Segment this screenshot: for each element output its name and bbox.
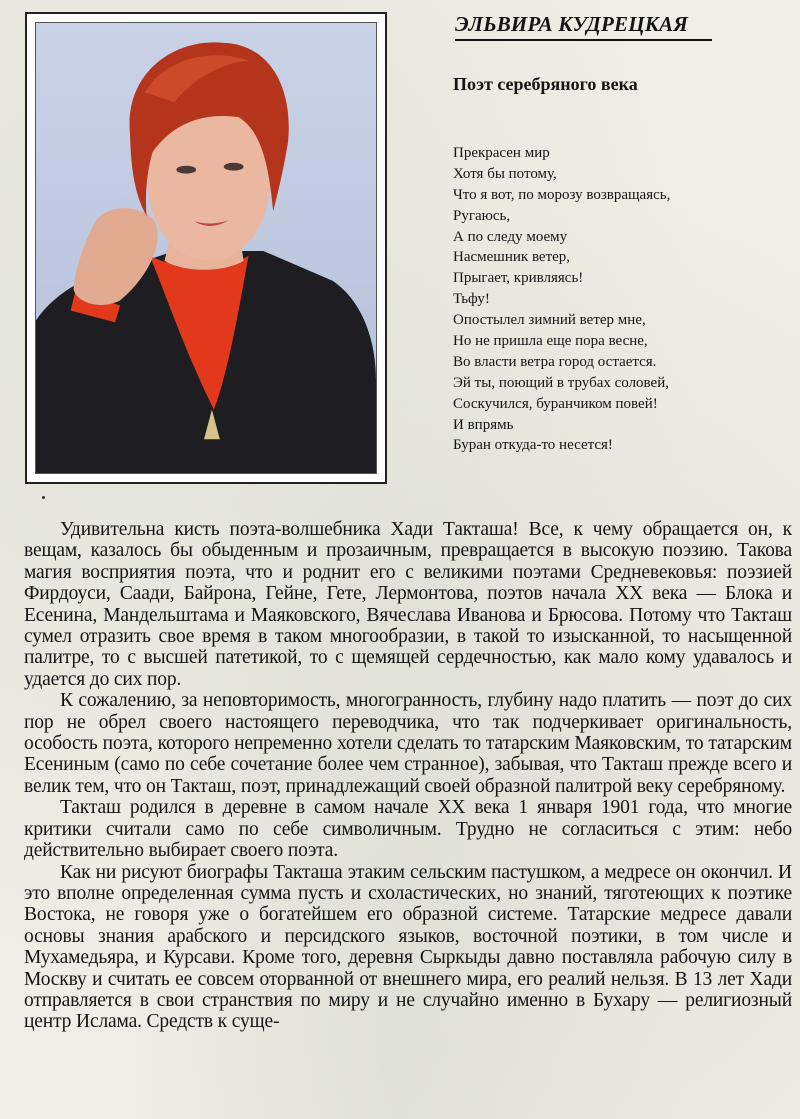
article-body xyxy=(24,519,792,1033)
poem-line: Эй ты, поющий в трубах соловей, xyxy=(453,374,669,391)
poem-line: Ругаюсь, xyxy=(453,207,511,224)
poem-line: Хотя бы потому, xyxy=(453,165,557,182)
poem-line: Прыгает, кривляясь! xyxy=(453,270,584,287)
poem-line: Насмешник ветер, xyxy=(453,249,571,266)
poem-line: Тьфу! xyxy=(453,291,490,308)
article-paragraph: Как ни рисуют биографы Такташа этаким сельским пастушком, а медресе он окончил. И это вполне определенная сумма пусть и схоластических, но знаний, тяготеющих к поэтике Востока, не говоря уже о богатейшем его образной системе. Татарские медресе давали основы знания арабского и персидского языков, восточной поэтики, в том числе и Мухамедьяра, и Курсави. Кроме того, деревня Сыркыды давно поставляла рабочую силу в Москву и считать ее совсем оторванной от внешнего мира, его реалий нельзя. В 13 лет Хади отправляется в свои странствия по миру и не случайно именно в Бухару — религиозный центр Ислама. Средств к суще- xyxy=(24,861,792,1033)
poem-line: Опостылел зимний ветер мне, xyxy=(453,312,646,329)
poem-line: Но не пришла еще пора весне, xyxy=(453,333,648,350)
print-dot xyxy=(42,496,45,499)
poem-line: Прекрасен мир xyxy=(453,145,550,161)
portrait-photo xyxy=(35,22,377,474)
article-subtitle: Поэт серебряного века xyxy=(453,74,638,94)
article-paragraph: К сожалению, за неповторимость, многогранность, глубину надо платить — поэт до сих пор не обрел своего настоящего переводчика, что так подчеркивает оригинальность, особость поэта, которого непременно хотели сделать то татарским Маяковским, то татарским Есениным (само по себе сочетание более чем странное), забывая, что Такташ прежде всего и велик тем, что он Такташ, поэт, принадлежащий своей образной палитрой веку серебряному. xyxy=(24,690,792,797)
article-paragraph: Удивительна кисть поэта-волшебника Хади Такташа! Все, к чему обращается он, к вещам, казалось бы обыденным и прозаичным, превращается в высокую поэзию. Такова магия восприятия поэта, что и роднит его с великими поэтами Средневековья: поэзией Фирдоуси, Саади, Байрона, Гейне, Гете, Лермонтова, поэтов начала XX века — Блока и Есенина, Мандельштама и Маяковского, Вячеслава Иванова и Брюсова. Потому что Такташ сумел отразить свое время в таком многообразии, в такой то изысканной, то насыщенной палитре, то с высшей патетикой, то с щемящей сердечностью, как мало кому удавалось и удается до сих пор. xyxy=(24,519,792,690)
poem-line: И впрямь xyxy=(453,416,514,433)
poem-line: Что я вот, по морозу возвращаясь, xyxy=(453,186,671,203)
poem-line: А по следу моему xyxy=(453,228,568,245)
title-divider xyxy=(455,40,712,41)
poem-line: Соскучился, буранчиком повей! xyxy=(453,395,658,412)
author-name: ЭЛЬВИРА КУДРЕЦКАЯ xyxy=(455,12,712,41)
article-paragraph: Такташ родился в деревне в самом начале XX века 1 января 1901 года, что многие критики считали само по себе символичным. Трудно не согласиться с этим: небо действительно выбирает своего поэта. xyxy=(24,797,792,862)
portrait-photo-frame xyxy=(25,12,387,484)
portrait-illustration xyxy=(36,23,376,473)
poem-block xyxy=(453,143,670,456)
poem-line: Буран откуда-то несется! xyxy=(453,437,613,454)
poem-line: Во власти ветра город остается. xyxy=(453,353,657,370)
